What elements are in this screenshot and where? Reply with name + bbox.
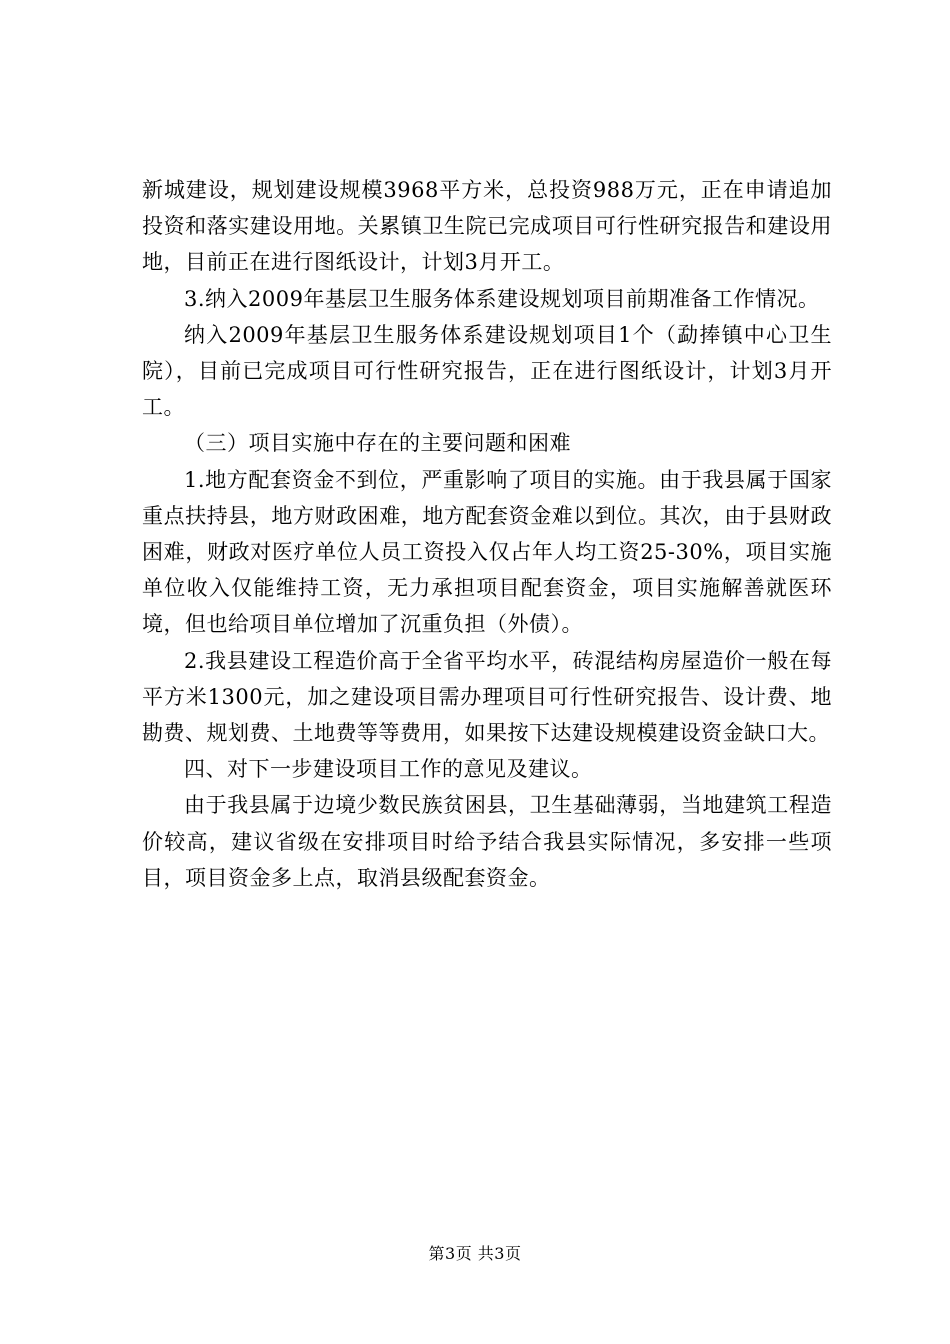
paragraph-problem-2: 2.我县建设工程造价高于全省平均水平，砖混结构房屋造价一般在每平方米1300元，加之建设项目需办理项目可行性研究报告、设计费、地勘费、规划费、土地费等等费用，如果按下达建设规模建设资金缺口大。 xyxy=(142,648,832,746)
paragraph-suggestions-body: 由于我县属于边境少数民族贫困县，卫生基础薄弱，当地建筑工程造价较高，建议省级在安排项目时给予结合我县实际情况，多安排一些项目，项目资金多上点，取消县级配套资金。 xyxy=(142,793,832,890)
paragraph-item-3-body: 纳入2009年基层卫生服务体系建设规划项目1个（勐捧镇中心卫生院），目前已完成项目可行性研究报告，正在进行图纸设计，计划3月开工。 xyxy=(142,322,832,420)
paragraph-problem-1: 1.地方配套资金不到位，严重影响了项目的实施。由于我县属于国家重点扶持县，地方财政困难，地方配套资金难以到位。其次，由于县财政困难，财政对医疗单位人员工资投入仅占年人均工资25-30%，项目实施单位收入仅能维持工资，无力承担项目配套资金，项目实施解善就医环境，但也给项目单位增加了沉重负担（外债）。 xyxy=(142,467,832,637)
document-body xyxy=(142,172,832,896)
paragraph-new-city-construction: 新城建设，规划建设规模3968平方米，总投资988万元，正在申请追加投资和落实建设用地。关累镇卫生院已完成项目可行性研究报告和建设用地，目前正在进行图纸设计，计划3月开工。 xyxy=(142,178,832,275)
section-heading-problems: （三）项目实施中存在的主要问题和困难 xyxy=(184,431,571,456)
section-heading-suggestions: 四、对下一步建设项目工作的意见及建议。 xyxy=(184,757,593,782)
page-number-footer: 第3页 共3页 xyxy=(428,1244,522,1263)
paragraph-item-3-heading: 3.纳入2009年基层卫生服务体系建设规划项目前期准备工作情况。 xyxy=(184,286,820,311)
